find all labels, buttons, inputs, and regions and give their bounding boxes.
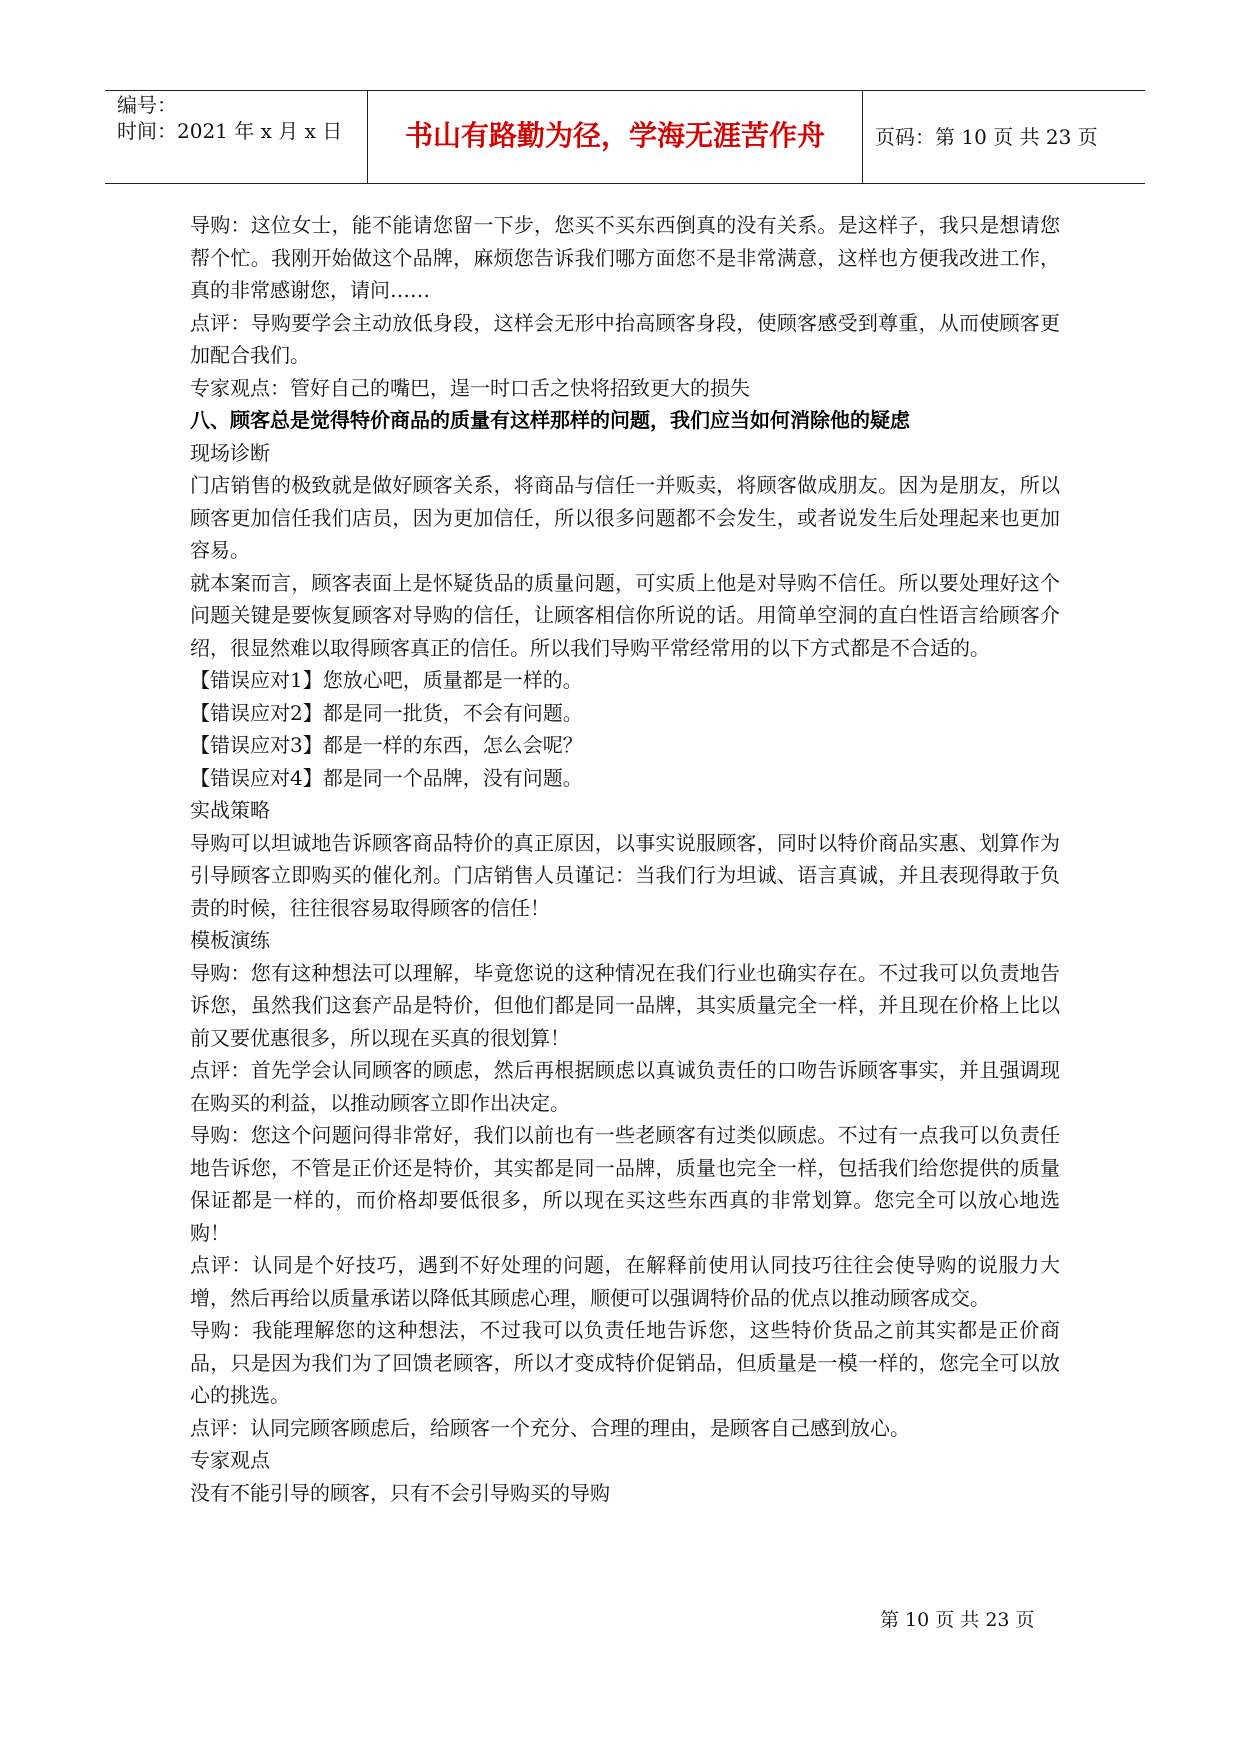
wrong-response-item: 【错误应对4】都是同一个品牌，没有问题。 (190, 765, 583, 790)
document-number-label: 编号： (117, 93, 177, 117)
wrong-response-item: 【错误应对1】您放心吧，质量都是一样的。 (190, 668, 583, 692)
paragraph: 没有不能引导的顾客，只有不会引导购买的导购 (190, 1480, 610, 1505)
header-motto: 书山有路勤为径，学海无涯苦作舟 (404, 119, 825, 152)
wrong-response-item: 【错误应对2】都是同一批货，不会有问题。 (190, 700, 583, 725)
paragraph: 导购：我能理解您的这种想法，不过我可以负责任地告诉您，这些特价货品之前其实都是正价商品，只是因为我们为了回馈老顾客，所以才变成特价促销品，但质量是一模一样的，您完全可以放心的挑选。 (190, 1318, 1060, 1407)
paragraph: 就本案而言，顾客表面上是怀疑货品的质量问题，可实质上他是对导购不信任。所以要处理好这个问题关键是要恢复顾客对导购的信任，让顾客相信你所说的话。用简单空洞的直白性语言给顾客介绍，很显然难以取得顾客真正的信任。所以我们导购平常经常用的以下方式都是不合适的。 (190, 570, 1060, 660)
paragraph: 导购：您这个问题问得非常好，我们以前也有一些老顾客有过类似顾虑。不过有一点我可以负责任地告诉您，不管是正价还是特价，其实都是同一品牌，质量也完全一样，包括我们给您提供的质量保证都是一样的，而价格却要低很多，所以现在买这些东西真的非常划算。您完全可以放心地选购！ (190, 1123, 1060, 1245)
page-footer: 第 10 页 共 23 页 (880, 1609, 1035, 1631)
paragraph: 门店销售的极致就是做好顾客关系，将商品与信任一并贩卖，将顾客做成朋友。因为是朋友，所以顾客更加信任我们店员，因为更加信任，所以很多问题都不会发生，或者说发生后处理起来也更加容易。 (190, 473, 1060, 562)
subsection-title: 现场诊断 (190, 440, 270, 465)
header-middle-cell (368, 91, 863, 183)
header-left-cell (105, 91, 368, 183)
section-heading: 八、顾客总是觉得特价商品的质量有这样那样的问题，我们应当如何消除他的疑虑 (190, 408, 910, 432)
subsection-title: 专家观点 (190, 1448, 270, 1472)
wrong-response-item: 【错误应对3】都是一样的东西，怎么会呢？ (190, 733, 583, 757)
paragraph: 导购：您有这种想法可以理解，毕竟您说的这种情况在我们行业也确实存在。不过我可以负责地告诉您，虽然我们这套产品是特价，但他们都是同一品牌，其实质量完全一样，并且现在价格上比以前又要优惠很多，所以现在买真的很划算！ (190, 960, 1060, 1050)
paragraph: 专家观点：管好自己的嘴巴，逞一时口舌之快将招致更大的损失 (190, 375, 750, 400)
paragraph: 导购：这位女士，能不能请您留一下步，您买不买东西倒真的没有关系。是这样子，我只是想请您帮个忙。我刚开始做这个品牌，麻烦您告诉我们哪方面您不是非常满意，这样也方便我改进工作，真的非常感谢您，请问…… (190, 213, 1060, 302)
subsection-title: 实战策略 (190, 798, 270, 822)
header-right-cell (863, 91, 1145, 183)
document-body (190, 209, 1060, 1509)
paragraph: 点评：导购要学会主动放低身段，这样会无形中抬高顾客身段，使顾客感受到尊重，从而使顾客更加配合我们。 (190, 310, 1060, 367)
paragraph: 点评：认同完顾客顾虑后，给顾客一个充分、合理的理由，是顾客自己感到放心。 (190, 1415, 910, 1440)
subsection-title: 模板演练 (190, 928, 270, 952)
header-page-info: 页码：第 10 页 共 23 页 (875, 125, 1098, 149)
page-header (105, 90, 1145, 184)
document-time-label: 时间：2021 年 x 月 x 日 (117, 119, 343, 143)
paragraph: 点评：首先学会认同顾客的顾虑，然后再根据顾虑以真诚负责任的口吻告诉顾客事实，并且强调现在购买的利益，以推动顾客立即作出决定。 (190, 1058, 1060, 1115)
paragraph: 导购可以坦诚地告诉顾客商品特价的真正原因，以事实说服顾客，同时以特价商品实惠、划算作为引导顾客立即购买的催化剂。门店销售人员谨记：当我们行为坦诚、语言真诚，并且表现得敢于负责的时候，往往很容易取得顾客的信任！ (190, 830, 1060, 920)
paragraph: 点评：认同是个好技巧，遇到不好处理的问题，在解释前使用认同技巧往往会使导购的说服力大增，然后再给以质量承诺以降低其顾虑心理，顺便可以强调特价品的优点以推动顾客成交。 (190, 1253, 1060, 1310)
